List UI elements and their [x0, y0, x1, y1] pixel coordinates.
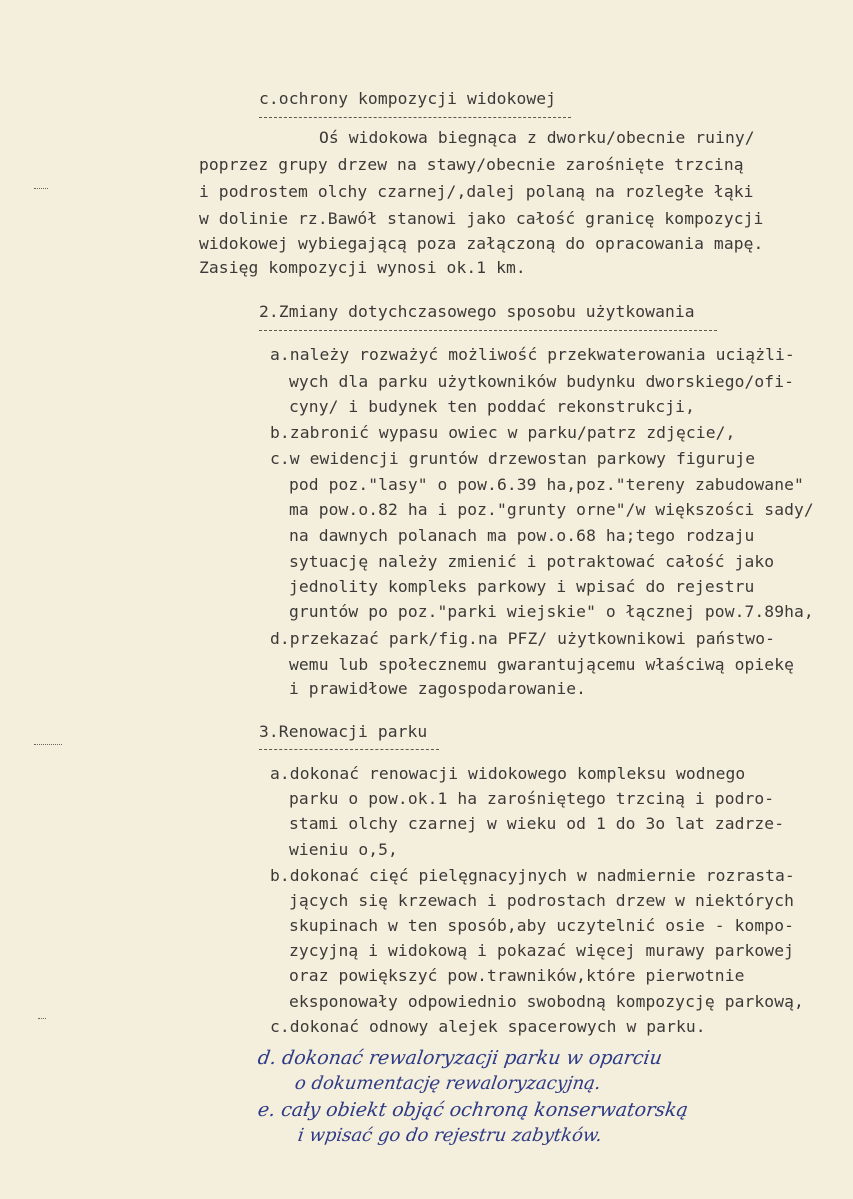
section-3-heading: 3.Renowacji parku: [259, 722, 428, 741]
list-item-line: ma pow.o.82 ha i poz."grunty orne"/w większości sady/: [289, 500, 814, 519]
list-item-line: wemu lub społecznemu gwarantującemu właściwą opiekę: [289, 655, 795, 674]
section-c-heading: c.ochrony kompozycji widokowej: [259, 89, 557, 108]
heading-underline: [259, 749, 439, 750]
paragraph-line: w dolinie rz.Bawół stanowi jako całość granicę kompozycji: [199, 209, 764, 228]
list-item-line: i prawidłowe zagospodarowanie.: [289, 679, 587, 698]
margin-mark: [34, 188, 48, 189]
list-item-line: sytuację należy zmienić i potraktować całość jako: [289, 552, 775, 571]
paragraph-line: widokowej wybiegającą poza załączoną do opracowania mapę.: [199, 234, 764, 253]
list-item-line: jących się krzewach i podrostach drzew w niektórych: [289, 891, 795, 910]
margin-mark: [34, 744, 62, 745]
list-item-line: a.należy rozważyć możliwość przekwaterowania uciążli-: [270, 345, 795, 364]
list-item-line: stami olchy czarnej w wieku od 1 do 3o lat zadrze-: [289, 814, 785, 833]
list-item-line: cyny/ i budynek ten poddać rekonstrukcji,: [289, 397, 695, 416]
list-item-line: c.w ewidencji gruntów drzewostan parkowy figuruje: [270, 449, 756, 468]
section-2-heading: 2.Zmiany dotychczasowego sposobu użytkowania: [259, 302, 695, 321]
heading-underline: [259, 330, 717, 331]
paragraph-line: Zasięg kompozycji wynosi ok.1 km.: [199, 258, 526, 277]
paragraph-line: Oś widokowa biegnąca z dworku/obecnie ruiny/: [319, 128, 755, 147]
list-item-line: a.dokonać renowacji widokowego kompleksu wodnego: [270, 764, 746, 783]
list-item-line: skupinach w ten sposób,aby uczytelnić osie - kompo-: [289, 916, 795, 935]
list-item-line: pod poz."lasy" o pow.6.39 ha,poz."tereny zabudowane": [289, 475, 804, 494]
list-item-line: eksponowały odpowiednio swobodną kompozycję parkową,: [289, 992, 804, 1011]
list-item-line: wych dla parku użytkowników budynku dworskiego/ofi-: [289, 372, 795, 391]
handwritten-note-line: e. cały obiekt objąć ochroną konserwatorską: [256, 1099, 690, 1121]
handwritten-note-line: d. dokonać rewaloryzacji parku w oparciu: [256, 1047, 664, 1069]
paragraph-line: poprzez grupy drzew na stawy/obecnie zarośnięte trzciną: [199, 155, 744, 174]
list-item-line: jednolity kompleks parkowy i wpisać do rejestru: [289, 577, 755, 596]
list-item-line: b.dokonać cięć pielęgnacyjnych w nadmiernie rozrasta-: [270, 866, 795, 885]
list-item-line: d.przekazać park/fig.na PFZ/ użytkownikowi państwo-: [270, 629, 776, 648]
list-item-line: gruntów po poz."parki wiejskie" o łącznej pow.7.89ha,: [289, 602, 814, 621]
paragraph-line: i podrostem olchy czarnej/,dalej polaną na rozległe łąki: [199, 182, 754, 201]
list-item-line: c.dokonać odnowy alejek spacerowych w parku.: [270, 1017, 706, 1036]
list-item-line: zycyjną i widokową i pokazać więcej murawy parkowej: [289, 941, 795, 960]
list-item-line: b.zabronić wypasu owiec w parku/patrz zdjęcie/,: [270, 423, 736, 442]
list-item-line: na dawnych polanach ma pow.o.68 ha;tego rodzaju: [289, 526, 755, 545]
heading-underline: [259, 117, 571, 118]
list-item-line: oraz powiększyć pow.trawników,które pierwotnie: [289, 966, 745, 985]
handwritten-note-line: i wpisać go do rejestru zabytków.: [296, 1125, 604, 1146]
handwritten-note-line: o dokumentację rewaloryzacyjną.: [293, 1073, 603, 1094]
margin-mark: [38, 1018, 46, 1019]
list-item-line: wieniu o,5,: [289, 840, 398, 859]
list-item-line: parku o pow.ok.1 ha zarośniętego trzciną i podro-: [289, 789, 775, 808]
